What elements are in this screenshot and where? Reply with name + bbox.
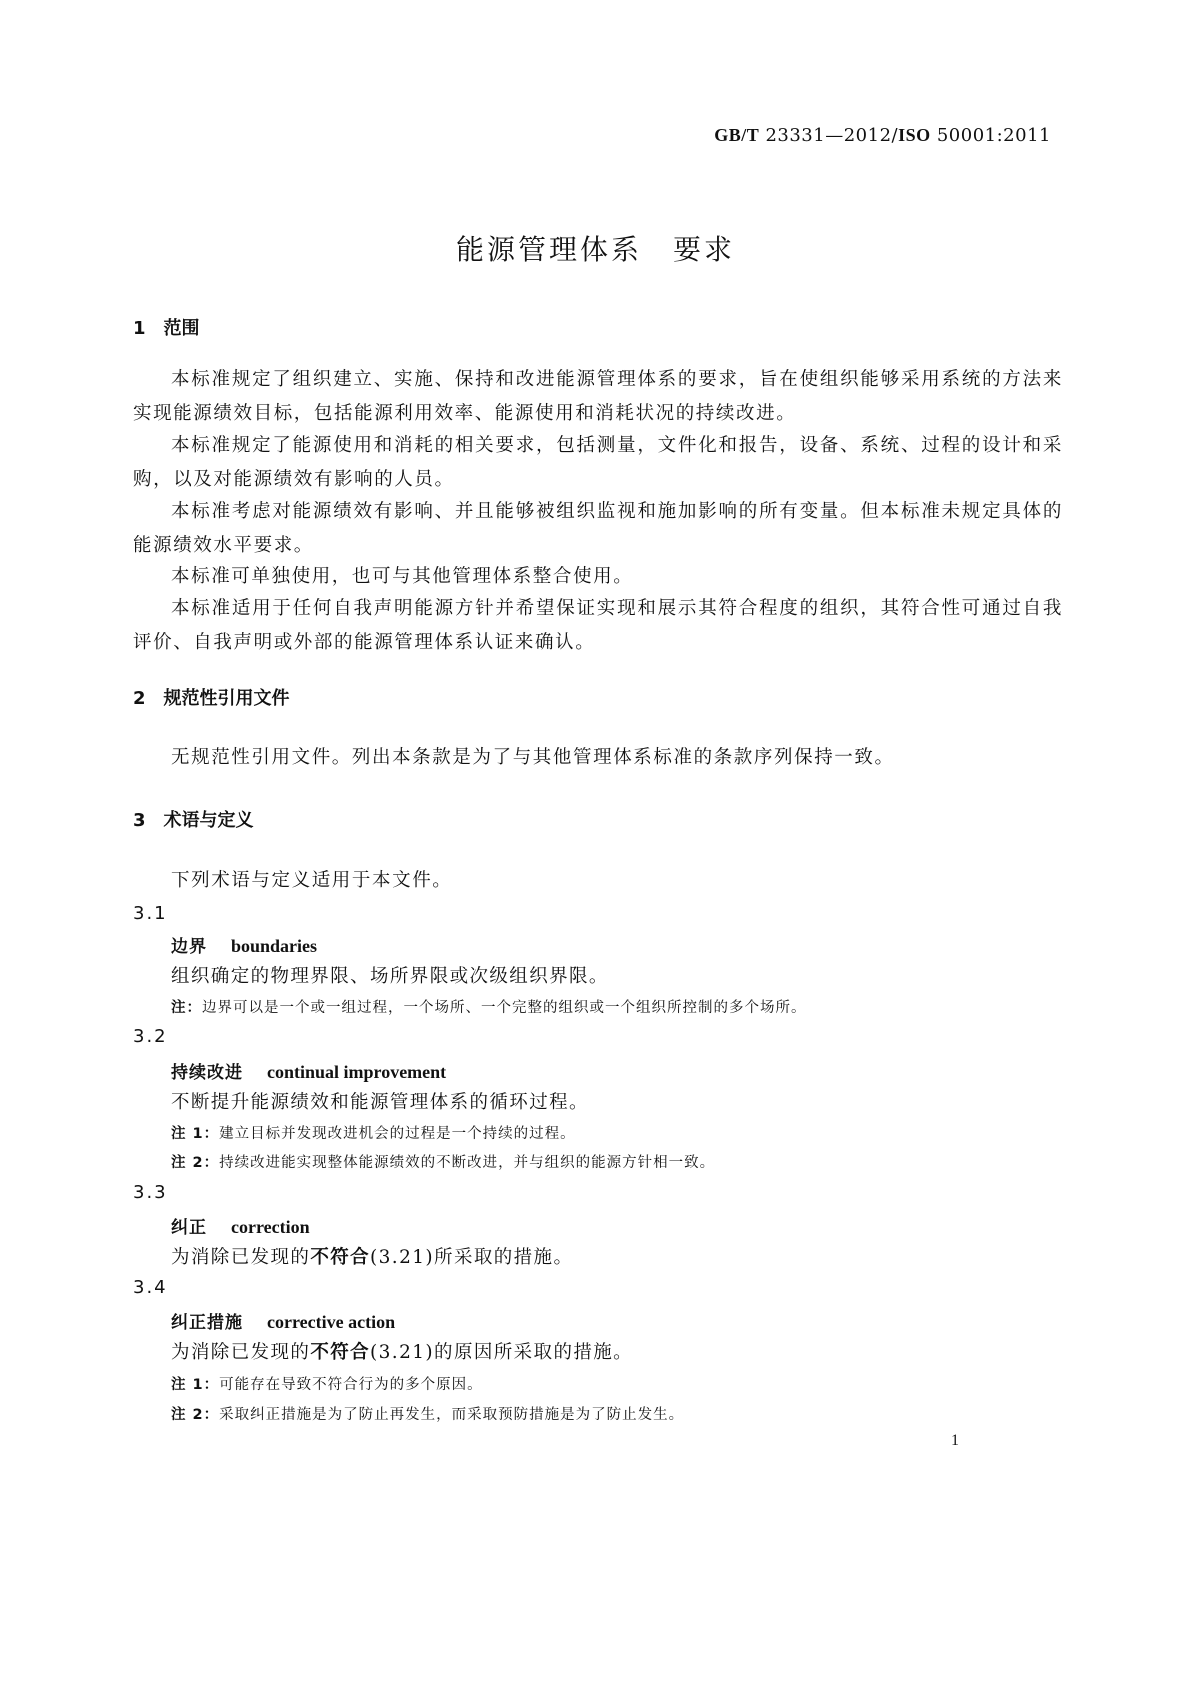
term-note: 注 1：可能存在导致不符合行为的多个原因。 (171, 1377, 483, 1393)
scope-paragraph: 本标准考虑对能源绩效有影响、并且能够被组织监视和施加影响的所有变量。但本标准未规定具体的能源绩效水平要求。 (133, 501, 1063, 556)
term-en: correction (231, 1217, 310, 1237)
page-number: 1 (951, 1432, 959, 1449)
term-en: boundaries (231, 936, 318, 956)
standard-code-iso-number: 50001:2011 (936, 125, 1051, 146)
term-heading (171, 1058, 446, 1083)
term-number: 3.2 (133, 1026, 168, 1047)
term-definition: 组织确定的物理界限、场所界限或次级组织界限。 (171, 966, 609, 987)
term-zh: 持续改进 (171, 1063, 243, 1083)
page-title: 能源管理体系 要求 (455, 233, 735, 266)
standard-code-iso: ISO (898, 125, 931, 145)
term-heading (171, 932, 317, 957)
normative-text: 无规范性引用文件。列出本条款是为了与其他管理体系标准的条款序列保持一致。 (171, 747, 895, 768)
section-heading-scope: 1 范围 (133, 318, 200, 339)
scope-paragraph: 本标准规定了能源使用和消耗的相关要求，包括测量，文件化和报告，设备、系统、过程的设计和采购，以及对能源绩效有影响的人员。 (133, 435, 1063, 490)
term-note: 注 1：建立目标并发现改进机会的过程是一个持续的过程。 (171, 1126, 576, 1142)
term-note: 注：边界可以是一个或一组过程，一个场所、一个完整的组织或一个组织所控制的多个场所。 (171, 1000, 807, 1016)
term-en: continual improvement (267, 1062, 447, 1082)
scope-paragraph: 本标准适用于任何自我声明能源方针并希望保证实现和展示其符合程度的组织，其符合性可通过自我评价、自我声明或外部的能源管理体系认证来确认。 (133, 598, 1063, 653)
standard-code (714, 125, 1051, 146)
term-number: 3.3 (133, 1182, 168, 1203)
scope-paragraph: 本标准规定了组织建立、实施、保持和改进能源管理体系的要求，旨在使组织能够采用系统的方法来实现能源绩效目标，包括能源利用效率、能源使用和消耗状况的持续改进。 (133, 369, 1063, 424)
term-zh: 纠正 (171, 1218, 207, 1238)
term-heading (171, 1213, 310, 1238)
section-heading-terms: 3 术语与定义 (133, 810, 254, 831)
term-definition: 为消除已发现的不符合(3.21)所采取的措施。 (171, 1247, 574, 1268)
terms-intro: 下列术语与定义适用于本文件。 (171, 870, 453, 891)
scope-paragraph: 本标准可单独使用，也可与其他管理体系整合使用。 (171, 566, 634, 587)
term-note: 注 2：采取纠正措施是为了防止再发生，而采取预防措施是为了防止发生。 (171, 1407, 685, 1423)
term-zh: 纠正措施 (171, 1313, 243, 1333)
term-definition: 为消除已发现的不符合(3.21)的原因所采取的措施。 (171, 1342, 634, 1363)
term-note: 注 2：持续改进能实现整体能源绩效的不断改进，并与组织的能源方针相一致。 (171, 1155, 716, 1171)
term-zh: 边界 (171, 937, 207, 957)
term-heading (171, 1308, 395, 1333)
term-en: corrective action (267, 1312, 396, 1332)
term-number: 3.1 (133, 903, 168, 924)
section-heading-normative: 2 规范性引用文件 (133, 688, 290, 709)
standard-code-prefix: GB/T (714, 125, 760, 145)
term-definition: 不断提升能源绩效和能源管理体系的循环过程。 (171, 1092, 589, 1113)
standard-code-number: 23331—2012/ (765, 125, 899, 146)
term-number: 3.4 (133, 1277, 168, 1298)
